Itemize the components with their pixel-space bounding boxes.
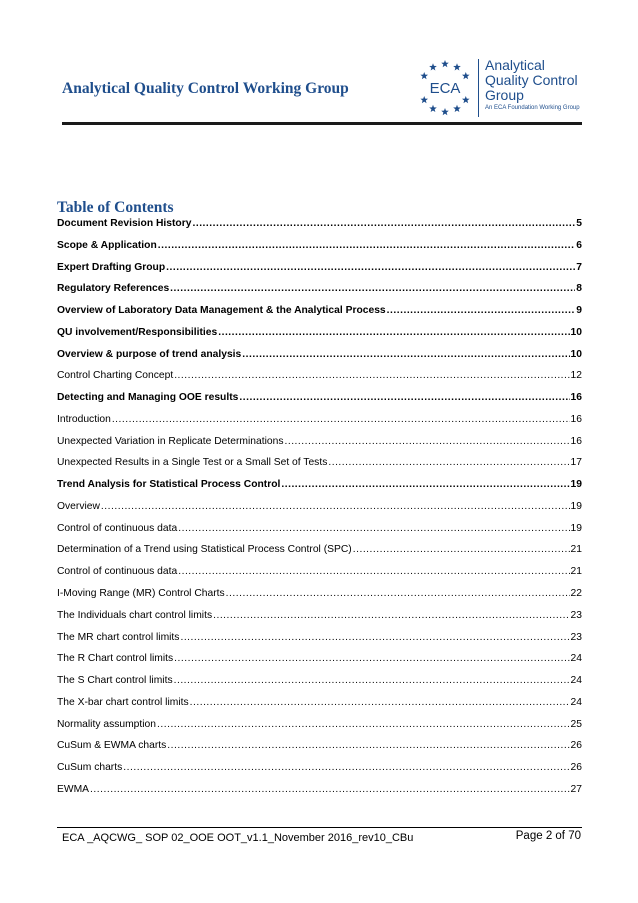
logo-star xyxy=(420,72,428,79)
toc-entry[interactable] xyxy=(57,740,582,762)
toc-entry-page: 22 xyxy=(570,588,582,600)
toc-entry-page: 23 xyxy=(570,609,582,621)
toc-entry[interactable] xyxy=(57,566,582,588)
toc-leader-dots xyxy=(242,349,569,360)
toc-leader-dots xyxy=(226,588,570,599)
logo-star xyxy=(462,72,470,79)
toc-leader-dots xyxy=(174,653,569,664)
logo-divider xyxy=(478,59,479,117)
toc-entry-page: 24 xyxy=(570,675,582,687)
logo-line1: Analytical xyxy=(485,57,545,73)
toc-entry-page: 19 xyxy=(570,522,582,534)
toc-leader-dots xyxy=(174,675,570,686)
toc-entry[interactable] xyxy=(57,697,582,719)
toc-entry-page: 16 xyxy=(570,392,582,404)
toc-entry[interactable] xyxy=(57,501,582,523)
logo-mark: ECA xyxy=(429,80,461,97)
eca-star-ring-icon xyxy=(414,57,476,119)
toc-entry[interactable] xyxy=(57,349,582,371)
toc-leader-dots xyxy=(112,414,570,425)
toc-leader-dots xyxy=(167,740,569,751)
toc-entry[interactable] xyxy=(57,240,582,262)
toc-entry-label: QU involvement/Responsibilities xyxy=(57,326,218,338)
toc-title: Table of Contents xyxy=(57,199,174,216)
toc-entry-label: Detecting and Managing OOE results xyxy=(57,392,239,404)
toc-entry-label: Unexpected Results in a Single Test or a Small Set of Tests xyxy=(57,457,328,469)
toc-entry[interactable] xyxy=(57,653,582,675)
toc-entry[interactable] xyxy=(57,283,582,305)
toc-leader-dots xyxy=(328,457,569,468)
toc-leader-dots xyxy=(170,283,575,294)
toc-leader-dots xyxy=(158,240,576,251)
toc-entry-label: Trend Analysis for Statistical Process Control xyxy=(57,479,281,491)
toc-entry[interactable] xyxy=(57,414,582,436)
toc-entry[interactable] xyxy=(57,262,582,284)
logo-star xyxy=(453,63,461,70)
logo-star xyxy=(420,96,428,103)
toc-entry-page: 19 xyxy=(570,500,582,512)
toc-entry-label: I-Moving Range (MR) Control Charts xyxy=(57,588,225,600)
toc-entry-page: 21 xyxy=(570,566,582,578)
toc-leader-dots xyxy=(123,762,569,773)
toc-leader-dots xyxy=(284,436,569,447)
logo-star xyxy=(441,108,449,115)
toc-leader-dots xyxy=(387,305,576,316)
toc-entry[interactable] xyxy=(57,762,582,784)
toc-entry-label: The MR chart control limits xyxy=(57,631,180,643)
toc-entry[interactable] xyxy=(57,305,582,327)
toc-entry-page: 16 xyxy=(570,413,582,425)
footer-page-number: Page 2 of 70 xyxy=(515,830,581,842)
toc-entry-label: EWMA xyxy=(57,783,90,795)
toc-entry[interactable] xyxy=(57,436,582,458)
toc-entry-page: 17 xyxy=(570,457,582,469)
toc-entry-label: CuSum charts xyxy=(57,762,123,774)
toc-entry[interactable] xyxy=(57,719,582,741)
toc-entry-label: Determination of a Trend using Statistical Process Control (SPC) xyxy=(57,544,352,556)
toc-leader-dots xyxy=(178,523,569,534)
toc-entry-label: Scope & Application xyxy=(57,239,157,251)
toc-entry-label: Control of continuous data xyxy=(57,566,178,578)
toc-entry[interactable] xyxy=(57,392,582,414)
toc-entry-page: 26 xyxy=(570,762,582,774)
toc-leader-dots xyxy=(180,632,569,643)
toc-entry[interactable] xyxy=(57,675,582,697)
toc-entry-page: 26 xyxy=(570,740,582,752)
toc-leader-dots xyxy=(353,544,570,555)
toc-entry[interactable] xyxy=(57,370,582,392)
footer-doc-id: ECA _AQCWG_ SOP 02_OOE OOT_v1.1_November 2016_rev10_CBu xyxy=(62,832,414,844)
toc-entry-page: 27 xyxy=(570,783,582,795)
toc-entry[interactable] xyxy=(57,632,582,654)
toc-entry-page: 16 xyxy=(570,435,582,447)
logo-tagline: An ECA Foundation Working Group xyxy=(485,105,580,111)
logo-star xyxy=(441,60,449,67)
toc-leader-dots xyxy=(218,327,569,338)
toc-entry-label: Normality assumption xyxy=(57,718,156,730)
toc-entry-label: Overview xyxy=(57,500,100,512)
toc-entry-label: Control Charting Concept xyxy=(57,370,174,382)
toc-entry-page: 5 xyxy=(576,218,582,229)
toc-entry[interactable] xyxy=(57,457,582,479)
toc-entry[interactable] xyxy=(57,544,582,566)
toc-entry-page: 21 xyxy=(570,544,582,556)
toc-leader-dots xyxy=(174,370,569,381)
toc-entry-page: 6 xyxy=(576,239,582,251)
logo-star xyxy=(429,63,437,70)
toc-entry-page: 12 xyxy=(570,370,582,382)
toc-entry-page: 10 xyxy=(570,348,582,360)
toc-entry-page: 9 xyxy=(576,305,582,317)
toc-entry[interactable] xyxy=(57,523,582,545)
toc-entry-label: CuSum & EWMA charts xyxy=(57,740,167,752)
logo-star xyxy=(453,105,461,112)
toc-leader-dots xyxy=(178,566,569,577)
toc-entry[interactable] xyxy=(57,588,582,610)
toc-entry-label: Document Revision History xyxy=(57,218,192,229)
toc-entry-label: Regulatory References xyxy=(57,283,170,295)
toc-entry-label: Unexpected Variation in Replicate Determinations xyxy=(57,435,284,447)
toc-leader-dots xyxy=(101,501,570,512)
toc-entry-label: Overview & purpose of trend analysis xyxy=(57,348,242,360)
toc-leader-dots xyxy=(190,697,570,708)
toc-entry-page: 25 xyxy=(570,718,582,730)
toc-leader-dots xyxy=(166,262,575,273)
toc-list xyxy=(57,218,582,806)
toc-entry-page: 10 xyxy=(570,326,582,338)
logo-line2: Quality Control xyxy=(485,72,578,88)
header-title: Analytical Quality Control Working Group xyxy=(62,80,349,97)
toc-leader-dots xyxy=(239,392,569,403)
toc-entry-label: The R Chart control limits xyxy=(57,653,174,665)
toc-entry-label: The X-bar chart control limits xyxy=(57,696,189,708)
toc-entry-label: The S Chart control limits xyxy=(57,675,173,687)
toc-entry-label: Expert Drafting Group xyxy=(57,261,166,273)
toc-entry-label: Introduction xyxy=(57,413,111,425)
logo-star xyxy=(429,105,437,112)
toc-entry[interactable] xyxy=(57,784,582,806)
toc-entry-page: 24 xyxy=(570,653,582,665)
toc-entry-label: Overview of Laboratory Data Management & the Analytical Process xyxy=(57,305,386,317)
logo-line3: Group xyxy=(485,87,524,103)
toc-entry-page: 19 xyxy=(570,479,582,491)
toc-leader-dots xyxy=(157,719,570,730)
toc-leader-dots xyxy=(90,784,569,795)
toc-entry[interactable] xyxy=(57,479,582,501)
toc-entry[interactable] xyxy=(57,327,582,349)
toc-entry-label: Control of continuous data xyxy=(57,522,178,534)
toc-entry-label: The Individuals chart control limits xyxy=(57,609,213,621)
toc-entry-page: 23 xyxy=(570,631,582,643)
logo-wordmark xyxy=(485,58,580,112)
toc-entry-page: 7 xyxy=(576,261,582,273)
toc-leader-dots xyxy=(213,610,569,621)
toc-entry[interactable] xyxy=(57,610,582,632)
toc-entry-page: 24 xyxy=(570,696,582,708)
toc-leader-dots xyxy=(192,218,575,229)
toc-entry-page: 8 xyxy=(576,283,582,295)
toc-leader-dots xyxy=(281,479,569,490)
toc-entry[interactable] xyxy=(57,218,582,240)
eca-logo xyxy=(414,57,594,119)
footer-rule xyxy=(57,827,582,828)
header-rule xyxy=(62,122,582,125)
logo-star xyxy=(462,96,470,103)
